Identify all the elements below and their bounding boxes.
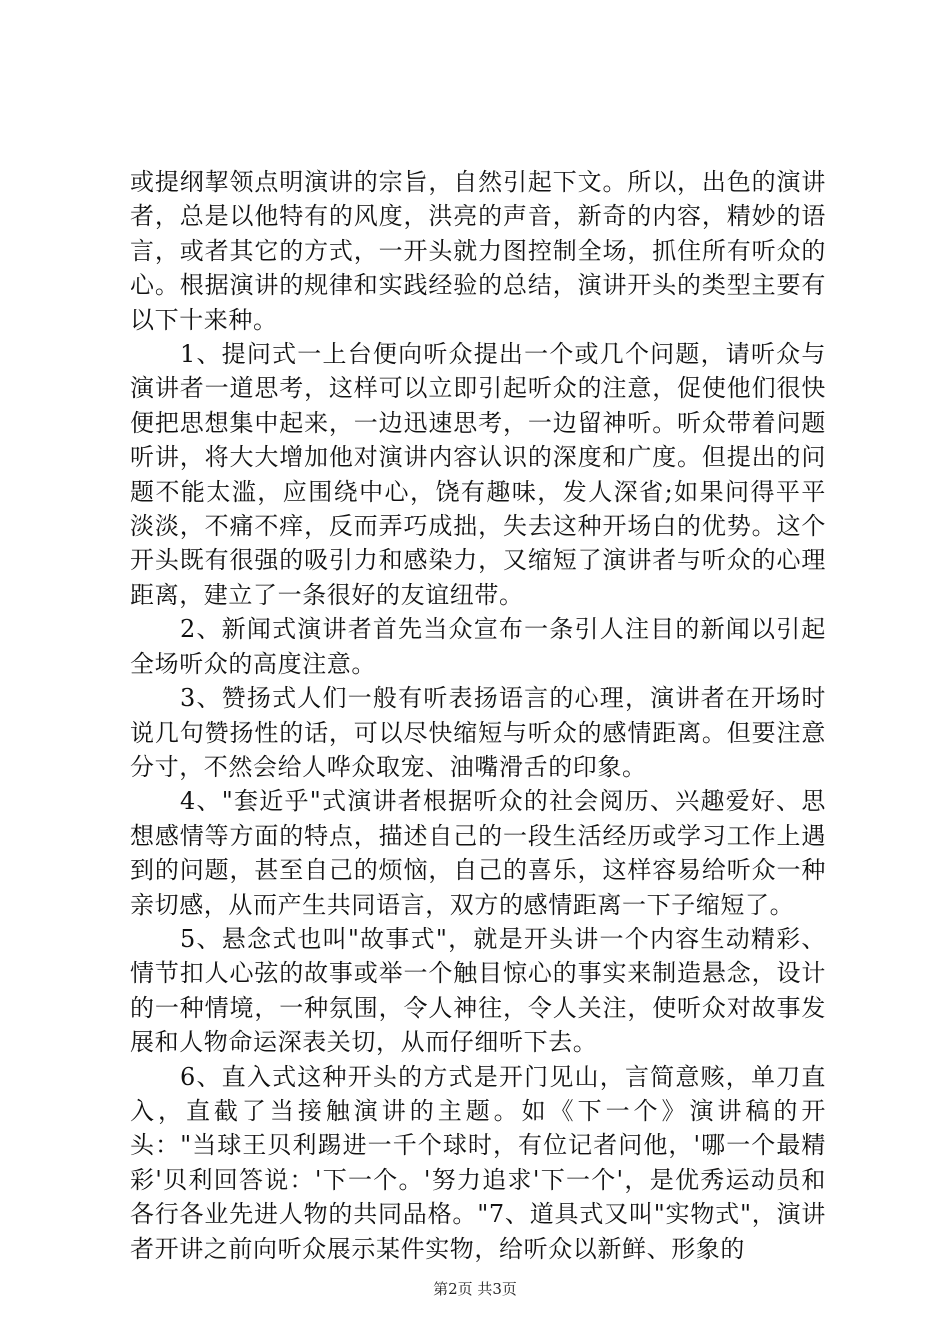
paragraph-direct-style: 6、直入式这种开头的方式是开门见山，言简意赅，单刀直入，直截了当接触演讲的主题。如《下一个》演讲稿的开头："当球王贝利踢进一千个球时，有位记者问他，'哪一个最精彩'贝利回答说：'下一个。'努力追求'下一个'，是优秀运动员和各行各业先进人物的共同品格。"7、道具式又叫"实物式"，演讲者开讲之前向听众展示某件实物，给听众以新鲜、形象的 — [130, 1062, 826, 1263]
paragraph-rapport-style: 4、"套近乎"式演讲者根据听众的社会阅历、兴趣爱好、思想感情等方面的特点，描述自己的一段生活经历或学习工作上遇到的问题，甚至自己的烦恼，自己的喜乐，这样容易给听众一种亲切感，从而产生共同语言，双方的感情距离一下子缩短了。 — [130, 787, 826, 919]
paragraph-question-style: 1、提问式一上台便向听众提出一个或几个问题，请听众与演讲者一道思考，这样可以立即引起听众的注意，促使他们很快便把思想集中起来，一边迅速思考，一边留神听。听众带着问题听讲，将大大增加他对演讲内容认识的深度和广度。但提出的问题不能太滥，应围绕中心，饶有趣味，发人深省;如果问得平平淡淡，不痛不痒，反而弄巧成拙，失去这种开场白的优势。这个开头既有很强的吸引力和感染力，又缩短了演讲者与听众的心理距离，建立了一条很好的友谊纽带。 — [130, 340, 826, 609]
document-body — [130, 165, 826, 1266]
paragraph-suspense-style: 5、悬念式也叫"故事式"，就是开头讲一个内容生动精彩、情节扣人心弦的故事或举一个触目惊心的事实来制造悬念，设计的一种情境，一种氛围，令人神往，令人关注，使听众对故事发展和人物命运深表关切，从而仔细听下去。 — [130, 924, 826, 1057]
page-number-footer: 第2页 共3页 — [433, 1280, 517, 1298]
paragraph-news-style: 2、新闻式演讲者首先当众宣布一条引人注目的新闻以引起全场听众的高度注意。 — [130, 615, 826, 678]
paragraph-praise-style: 3、赞扬式人们一般有听表扬语言的心理，演讲者在开场时说几句赞扬性的话，可以尽快缩短与听众的感情距离。但要注意分寸，不然会给人哗众取宠、油嘴滑舌的印象。 — [130, 684, 826, 781]
paragraph-intro: 或提纲挈领点明演讲的宗旨，自然引起下文。所以，出色的演讲者，总是以他特有的风度，洪亮的声音，新奇的内容，精妙的语言，或者其它的方式，一开头就力图控制全场，抓住所有听众的心。根据演讲的规律和实践经验的总结，演讲开头的类型主要有以下十来种。 — [130, 168, 826, 334]
